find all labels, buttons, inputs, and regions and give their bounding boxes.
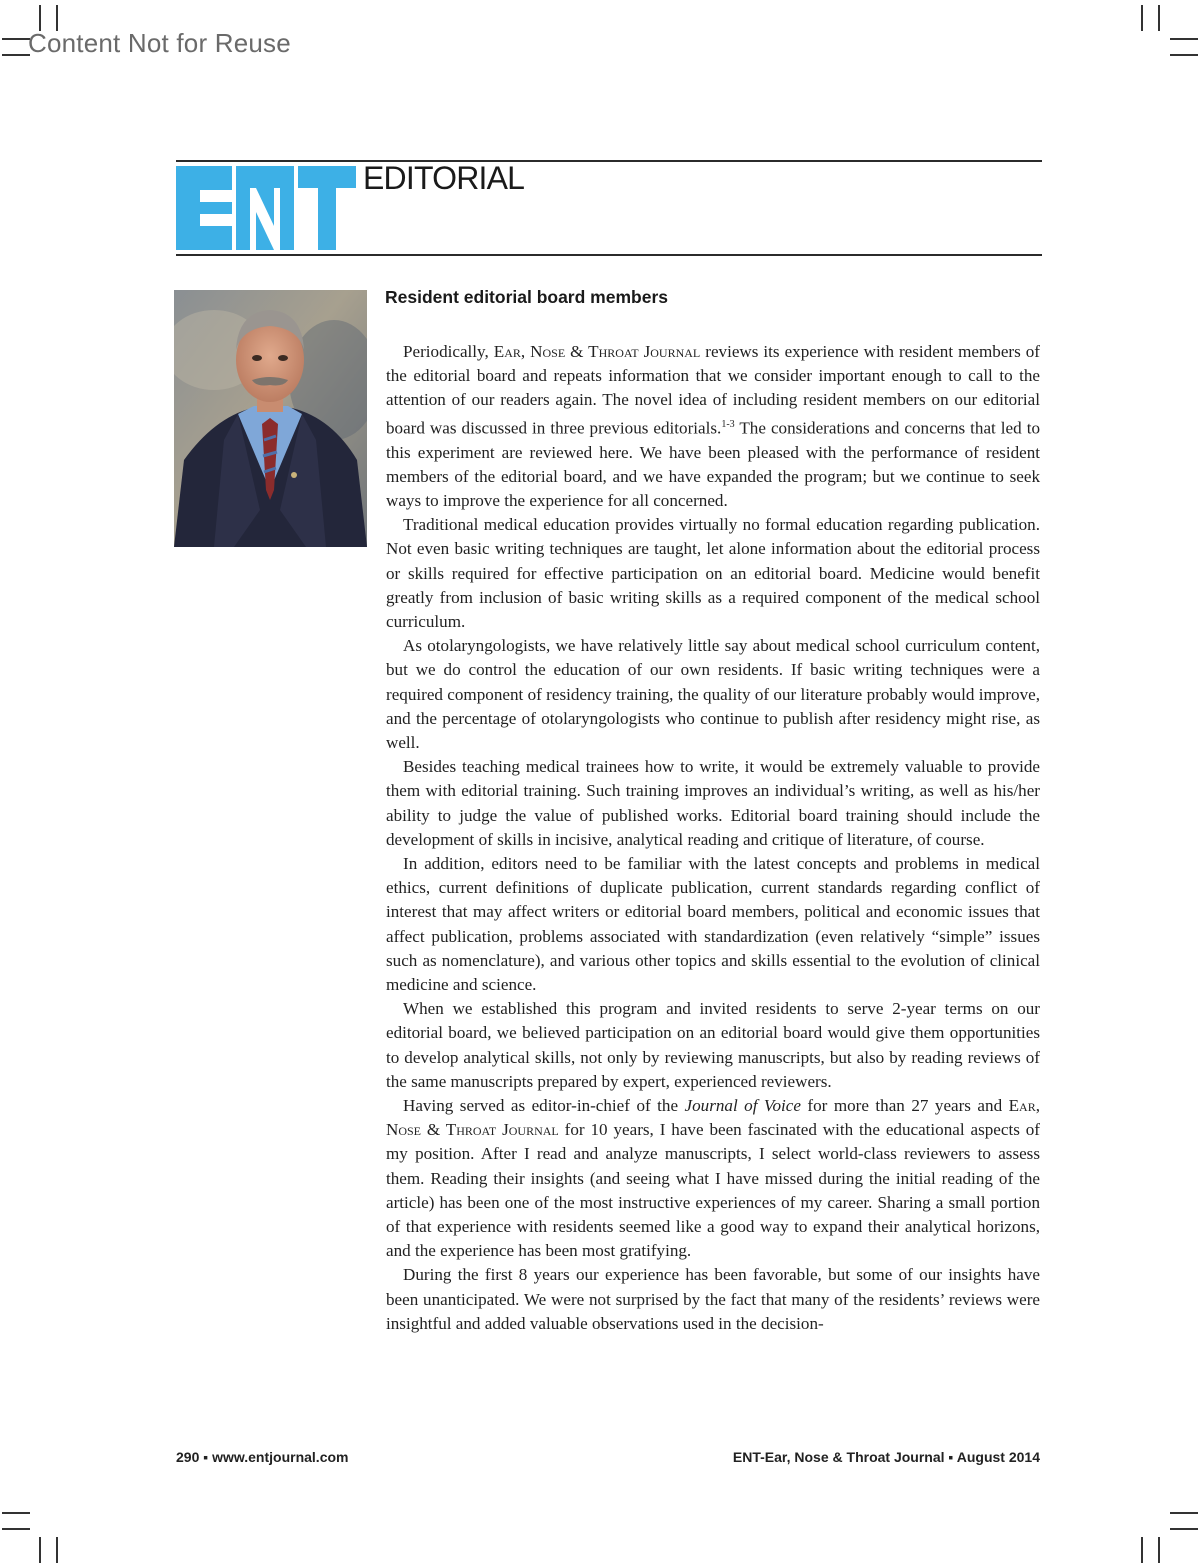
footer-page-info: 290 ▪ www.entjournal.com bbox=[176, 1449, 349, 1465]
paragraph: In addition, editors need to be familiar with the latest concepts and problems in medical ethics, current definitions of duplicate publication, current standards regarding conflict of interest that may affect writers or editorial board members, political and economic issues that affect publication, problems associated with standardization (even relatively “simple” issues such as nomenclature), and various other topics and skills essential to the evolution of clinical medicine and science. bbox=[386, 853, 1040, 994]
paragraph: Besides teaching medical trainees how to write, it would be extremely valuable to provide them with editorial training. Such training improves an individual’s writing, as well as his/her ability to judge the value of published works. Editorial board training should include the development of skills in incisive, analytical reading and critique of literature, of course. bbox=[386, 757, 1040, 849]
article-body bbox=[386, 340, 1040, 1336]
journal-name: Ear, Nose & Throat Journal bbox=[493, 342, 701, 361]
paragraph: Periodically, Ear, Nose & Throat Journal reviews its experience with resident members of the editorial board and repeats information that we consider important enough to call to the attention of our readers again. The novel idea of including resident members on our editorial board was discussed in three previous editorials.$^{1-3}$ The considerations and concerns that led to this experiment are reviewed here. We have been pleased with the performance of resident members of the editorial board, and we have expanded the program; but we continue to seek ways to improve the experience for all concerned. bbox=[386, 342, 1040, 510]
ent-logo bbox=[176, 166, 356, 250]
watermark: Content Not for Reuse bbox=[28, 28, 291, 58]
paragraph: When we established this program and invited residents to serve 2-year terms on our editorial board, we believed participation on an editorial board would give them opportunities to develop analytical skills, not only by reviewing manuscripts, but also by reading reviews of the same manuscripts prepared by expert, experienced reviewers. bbox=[386, 999, 1040, 1091]
journal-name: Ear, Nose & Throat Journal bbox=[386, 1095, 1040, 1140]
header-top-rule bbox=[176, 160, 1042, 162]
footer-journal-info: ENT-Ear, Nose & Throat Journal ▪ August 2014 bbox=[732, 1449, 1040, 1465]
paragraph: As otolaryngologists, we have relatively little say about medical school curriculum content, but we do control the education of our own residents. If basic writing techniques were a required component of residency training, the quality of our literature probably would improve, and the percentage of otolaryngologists who continue to publish after residency might rise, as well. bbox=[386, 636, 1040, 752]
reference-superscript: 1-3 bbox=[721, 418, 735, 430]
journal-of-voice: Journal of Voice bbox=[684, 1095, 801, 1115]
author-portrait bbox=[174, 290, 367, 547]
article-headline: Resident editorial board members bbox=[385, 287, 668, 307]
header-bottom-rule bbox=[176, 254, 1042, 256]
paragraph: Traditional medical education provides virtually no formal education regarding publication. Not even basic writing techniques are taught, let alone information about the editorial process or skills required for effective participation on an editorial board. Medicine would benefit greatly from inclusion of basic writing skills as a required component of the medical school curriculum. bbox=[386, 515, 1040, 631]
section-title: EDITORIAL bbox=[363, 160, 525, 196]
paragraph: Having served as editor-in-chief of the Journal of Voice for more than 27 years and Ear, Nose & Throat Journal for 10 years, I have been fascinated with the educational aspects of my position. After I read and analyze manuscripts, I select world-class reviewers to assess them. Reading their insights (and seeing what I have missed during the initial reading of the article) has been one of the most instructive experiences of my career. Sharing a small portion of that experience with residents seemed like a good way to expand their analytical horizons, and the experience has been most gratifying. bbox=[386, 1095, 1040, 1261]
paragraph: During the first 8 years our experience has been favorable, but some of our insights have been unanticipated. We were not surprised by the fact that many of the residents’ reviews were insightful and added valuable observations used in the decision- bbox=[386, 1265, 1040, 1333]
